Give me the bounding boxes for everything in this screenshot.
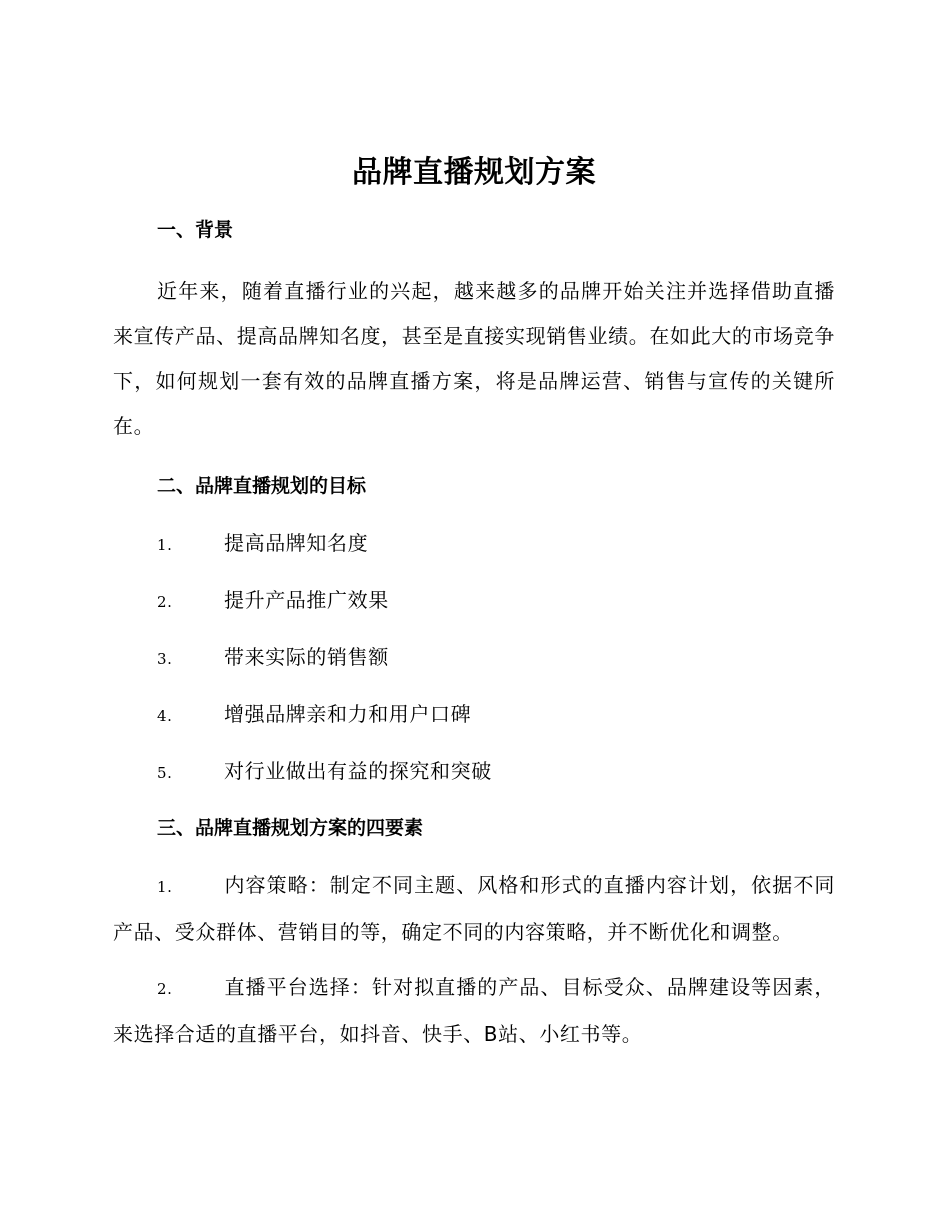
section-heading-background: 一、背景 <box>157 219 234 241</box>
document-content <box>113 150 835 1057</box>
list-item-text: 对行业做出有益的探究和突破 <box>224 759 492 783</box>
list-item <box>113 586 835 614</box>
list-item-text: 增强品牌亲和力和用户口碑 <box>224 702 472 726</box>
list-item-text: 提高品牌知名度 <box>224 531 369 555</box>
element-item <box>113 863 835 955</box>
list-item-text: 带来实际的销售额 <box>224 645 389 669</box>
element-item <box>113 965 835 1057</box>
section-heading-goals: 二、品牌直播规划的目标 <box>157 475 367 497</box>
list-item-number: 3. <box>157 650 173 668</box>
element-item-text: 内容策略：制定不同主题、风格和形式的直播内容计划，依据不同产品、受众群体、营销目的等，确定不同的内容策略，并不断优化和调整。 <box>113 873 835 944</box>
goals-list <box>113 529 835 785</box>
document-title: 品牌直播规划方案 <box>352 155 596 190</box>
list-item <box>113 757 835 785</box>
section-heading-four-elements: 三、品牌直播规划方案的四要素 <box>157 817 424 839</box>
element-item-number: 1. <box>157 878 173 896</box>
background-paragraph: 近年来，随着直播行业的兴起，越来越多的品牌开始关注并选择借助直播来宣传产品、提高品牌知名度，甚至是直接实现销售业绩。在如此大的市场竞争下，如何规划一套有效的品牌直播方案，将是品牌运营、销售与宣传的关键所在。 <box>113 279 835 438</box>
list-item <box>113 529 835 557</box>
element-item-number: 2. <box>157 980 173 998</box>
element-item-text: 直播平台选择：针对拟直播的产品、目标受众、品牌建设等因素，来选择合适的直播平台，如抖音、快手、B站、小红书等。 <box>113 975 835 1046</box>
list-item-number: 5. <box>157 764 173 782</box>
list-item-number: 4. <box>157 707 173 725</box>
list-item-number: 2. <box>157 593 173 611</box>
list-item-number: 1. <box>157 536 173 554</box>
list-item-text: 提升产品推广效果 <box>224 588 389 612</box>
list-item <box>113 643 835 671</box>
list-item <box>113 700 835 728</box>
